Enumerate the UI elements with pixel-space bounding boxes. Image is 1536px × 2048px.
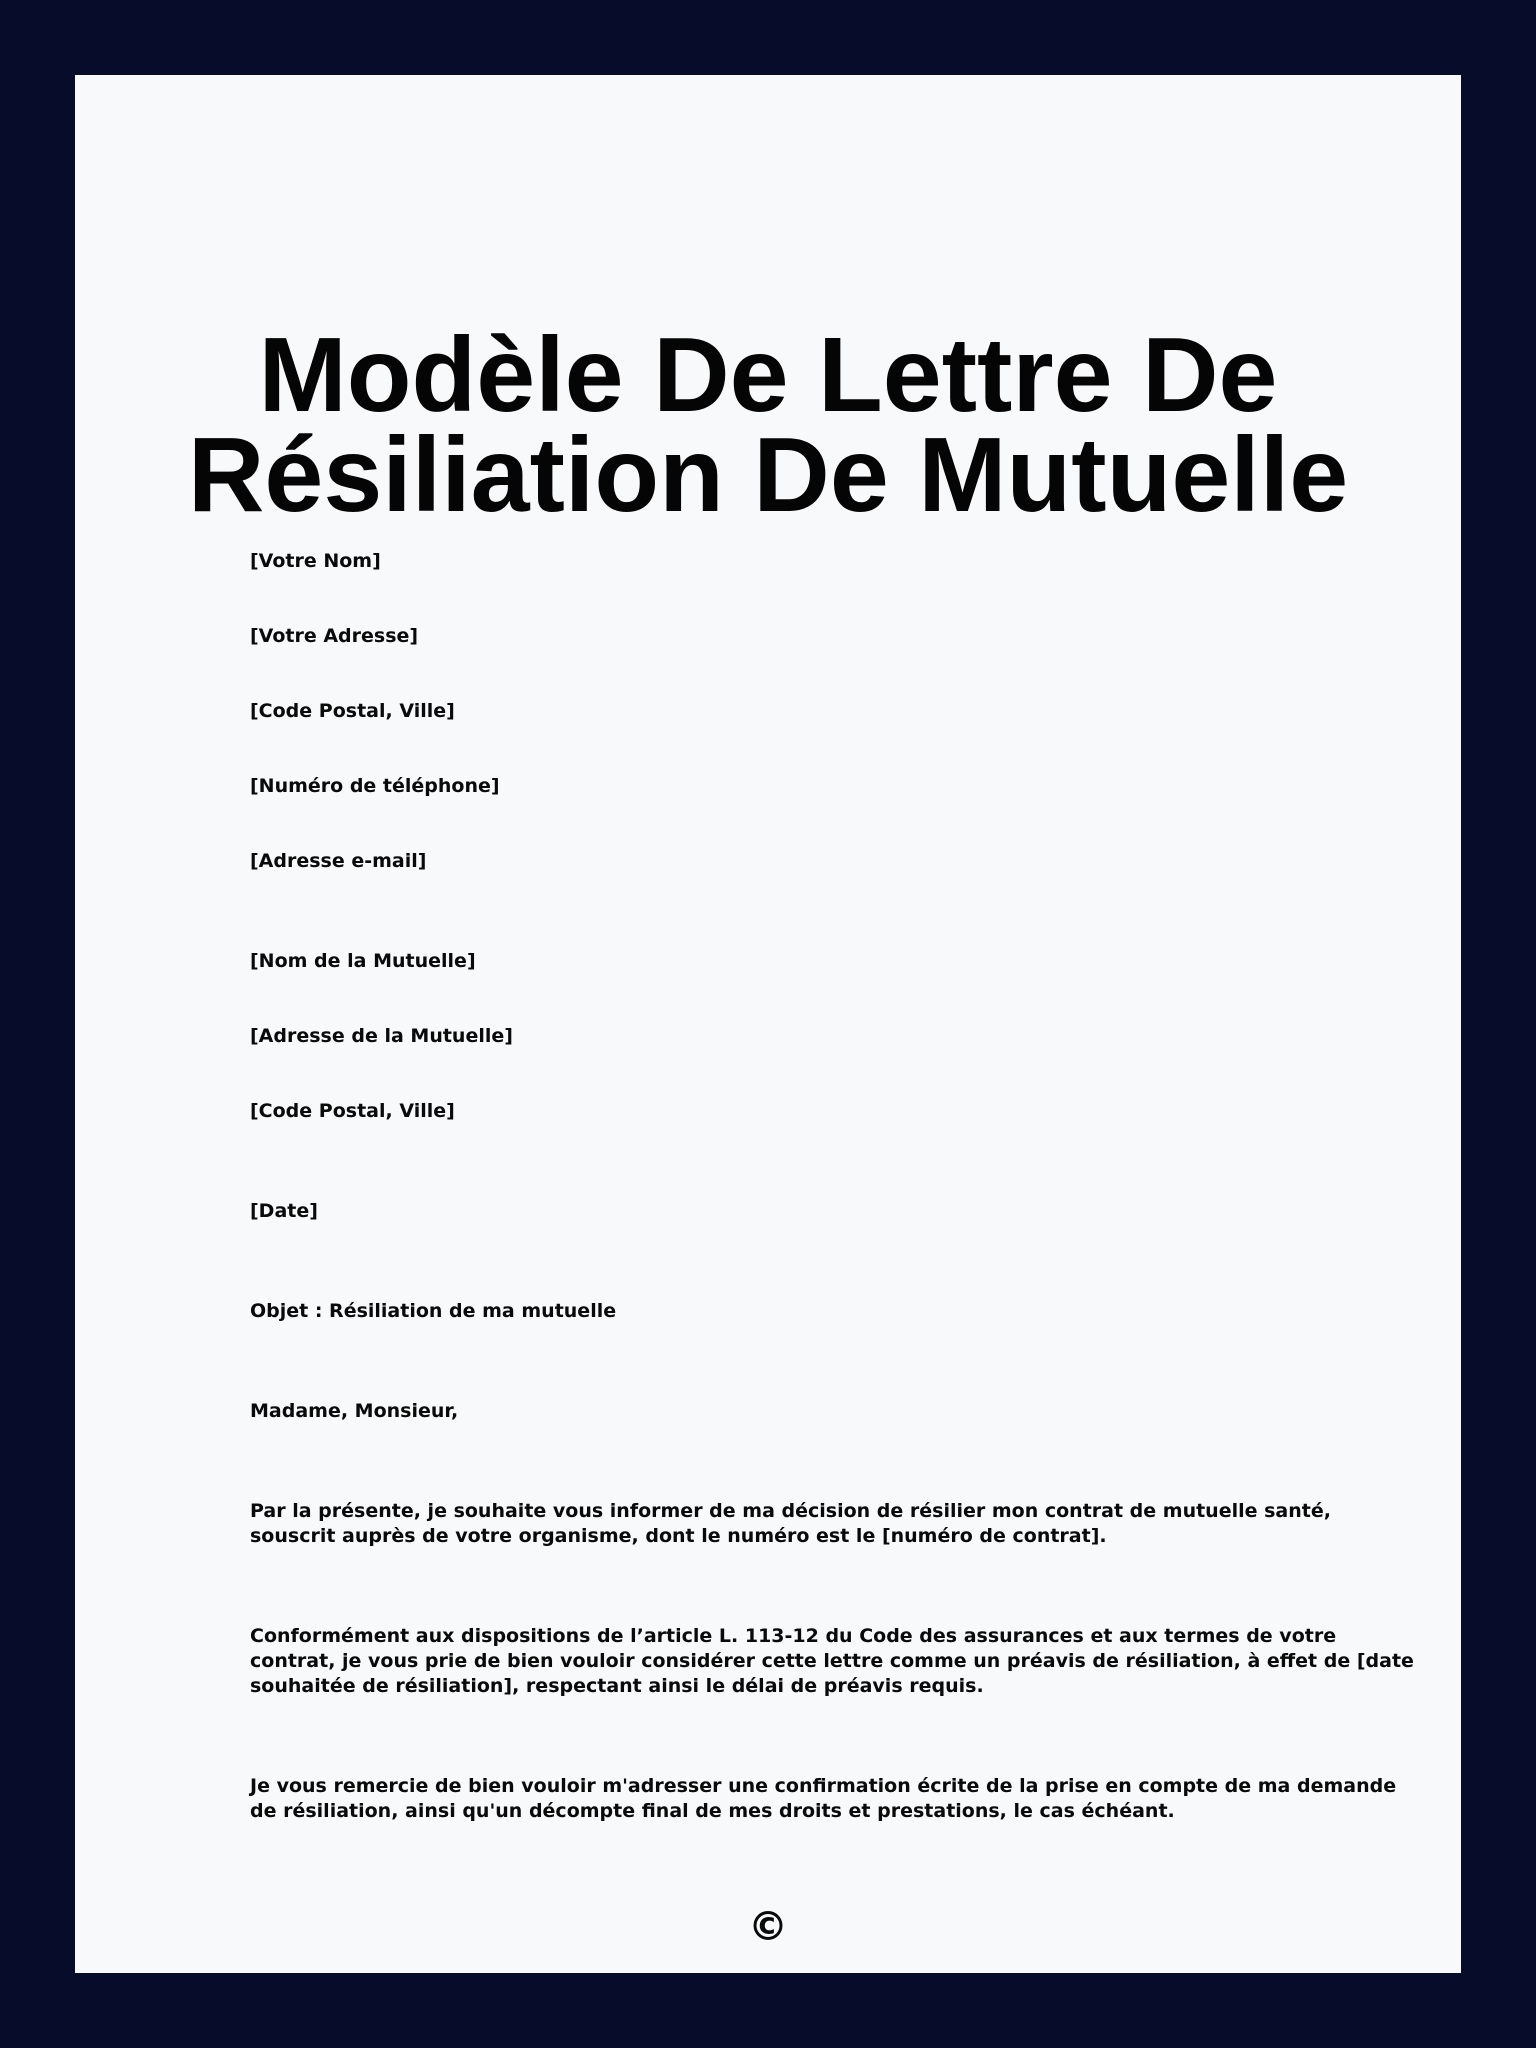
paragraph-1	[250, 1499, 1330, 1549]
recipient-postal-city: [Code Postal, Ville]	[250, 1100, 455, 1122]
paragraph-3	[250, 1774, 1397, 1824]
title-line-2: Résiliation De Mutuelle	[187, 416, 1349, 534]
sender-address: [Votre Adresse]	[250, 625, 419, 647]
letter-page	[75, 75, 1461, 1973]
paragraph-2	[250, 1624, 1414, 1699]
letter-subject: Objet : Résiliation de ma mutuelle	[250, 1300, 617, 1322]
paragraph-2-line: Conformément aux dispositions de l’article L. 113-12 du Code des assurances et aux termes de votre	[250, 1625, 1337, 1647]
recipient-address: [Adresse de la Mutuelle]	[250, 1025, 513, 1047]
paragraph-3-line: de résiliation, ainsi qu'un décompte final de mes droits et prestations, le cas échéant.	[250, 1800, 1175, 1822]
paragraph-1-line: Par la présente, je souhaite vous informer de ma décision de résilier mon contrat de mutuelle santé,	[250, 1500, 1331, 1522]
paragraph-2-line: contrat, je vous prie de bien vouloir considérer cette lettre comme un préavis de résiliation, à effet de [date	[250, 1650, 1414, 1672]
recipient-name: [Nom de la Mutuelle]	[250, 950, 476, 972]
paragraph-1-line: souscrit auprès de votre organisme, dont le numéro est le [numéro de contrat].	[250, 1525, 1107, 1547]
sender-name: [Votre Nom]	[250, 550, 381, 572]
letter-date: [Date]	[250, 1200, 318, 1222]
title-line-1: Modèle De Lettre De	[258, 316, 1278, 434]
copyright-icon: ©	[748, 1904, 788, 1950]
sender-email: [Adresse e-mail]	[250, 850, 427, 872]
paragraph-3-line: Je vous remercie de bien vouloir m'adresser une confirmation écrite de la prise en compte de ma demande	[250, 1775, 1397, 1797]
letter-salutation: Madame, Monsieur,	[250, 1400, 459, 1422]
sender-postal-city: [Code Postal, Ville]	[250, 700, 455, 722]
sender-phone: [Numéro de téléphone]	[250, 775, 500, 797]
paragraph-2-line: souhaitée de résiliation], respectant ainsi le délai de préavis requis.	[250, 1675, 984, 1697]
page-title	[75, 316, 1461, 534]
